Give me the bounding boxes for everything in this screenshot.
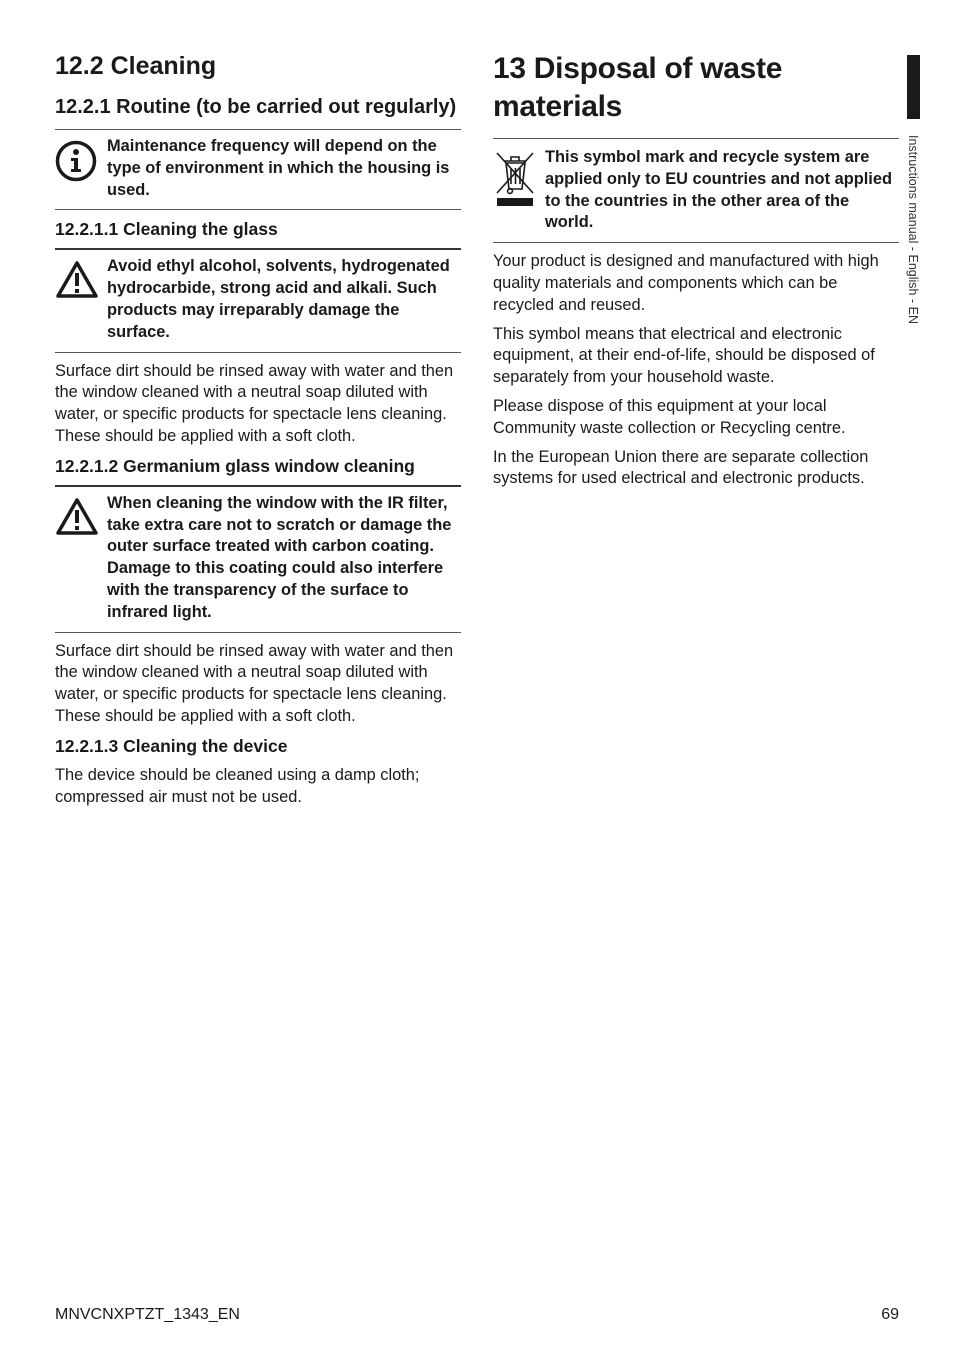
- chapter-tab-marker: [907, 55, 920, 119]
- left-column: [55, 50, 461, 815]
- info-circle-icon: [55, 136, 107, 187]
- germanium-warning-note: [55, 485, 461, 633]
- info-note: [55, 129, 461, 210]
- document-code: MNVCNXPTZT_1343_EN: [55, 1306, 240, 1323]
- side-label: Instructions manual - English - EN: [906, 135, 920, 324]
- disposal-paragraph: Your product is designed and manufactured with high quality materials and components which can be recycled and reused.: [493, 252, 879, 314]
- disposal-paragraph: In the European Union there are separate collection systems for used electrical and electronic products.: [493, 447, 869, 488]
- subsection-title: 12.2.1 Routine (to be carried out regularly): [55, 96, 457, 118]
- info-note-text: Maintenance frequency will depend on the type of environment in which the housing is used.: [107, 137, 450, 199]
- disposal-paragraph: This symbol means that electrical and electronic equipment, at their end-of-life, should be disposed of separately from your household waste.: [493, 324, 875, 387]
- chapter-title: 13 Disposal of waste materials: [493, 52, 783, 123]
- glass-cleaning-title: 12.2.1.1 Cleaning the glass: [55, 219, 278, 240]
- device-cleaning-text: The device should be cleaned using a damp cloth; compressed air must not be used.: [55, 765, 420, 806]
- warning-triangle-icon: [55, 256, 107, 305]
- disposal-paragraph: Please dispose of this equipment at your local Community waste collection or Recycling centre.: [493, 396, 846, 437]
- glass-warning-note: [55, 248, 461, 352]
- germanium-cleaning-text: Surface dirt should be rinsed away with water and then the window cleaned with a neutral soap diluted with water, or specific products for spectacle lens cleaning. These should be applied with a soft cloth.: [55, 641, 454, 725]
- device-cleaning-title: 12.2.1.3 Cleaning the device: [55, 735, 288, 756]
- glass-cleaning-text: Surface dirt should be rinsed away with water and then the window cleaned with a neutral soap diluted with water, or specific products for spectacle lens cleaning. These should be applied with a soft cloth.: [55, 361, 454, 445]
- weee-note: [493, 138, 899, 243]
- germanium-cleaning-title: 12.2.1.2 Germanium glass window cleaning: [55, 455, 415, 476]
- glass-warning-text: Avoid ethyl alcohol, solvents, hydrogenated hydrocarbide, strong acid and alkali. Such products may irreparably damage the surface.: [107, 257, 450, 341]
- crossed-out-wheelie-bin-icon: [493, 147, 545, 214]
- page-number: 69: [881, 1306, 899, 1323]
- section-title: 12.2 Cleaning: [55, 52, 217, 80]
- weee-note-text: This symbol mark and recycle system are applied only to EU countries and not applied to the countries in the other area of the world.: [545, 148, 892, 232]
- warning-triangle-icon: [55, 493, 107, 542]
- germanium-warning-text: When cleaning the window with the IR filter, take extra care not to scratch or damage the outer surface treated with carbon coating. Damage to this coating could also interfere with the transparency of the surface to infrared light.: [107, 493, 452, 621]
- right-column: [493, 50, 899, 497]
